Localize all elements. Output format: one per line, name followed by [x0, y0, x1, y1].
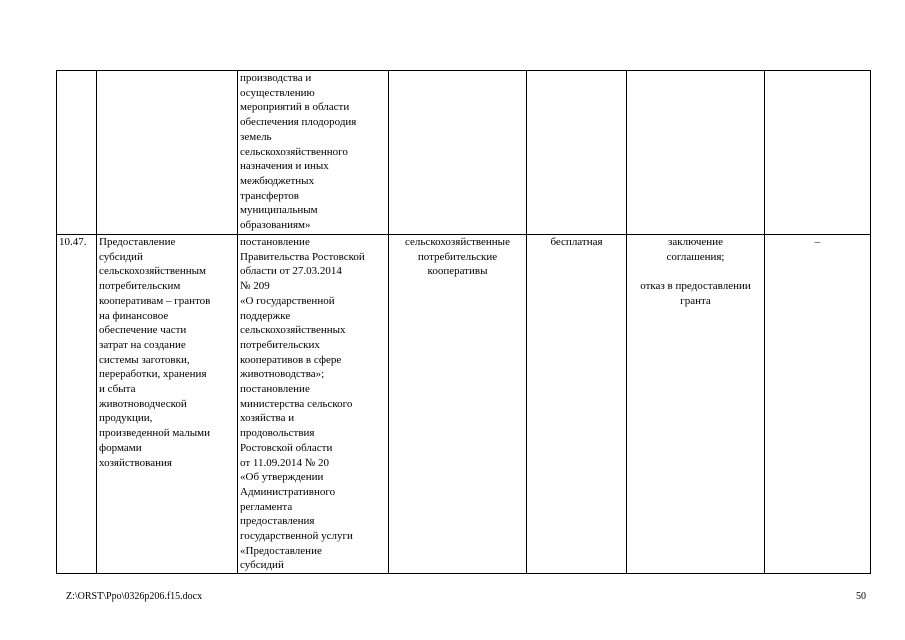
extra-cell — [765, 71, 871, 235]
legal-basis-cell: постановление Правительства Ростовской области от 27.03.2014 № 209 «О государственной поддержке сельскохозяйственных потребительских кооперативов в сфере животноводства»; постановление министерства сельского хозяйства и продовольствия Ростовской области от 11.09.2014 № 20 «Об утверждении Административного регламента предоставления государственной услуги «Предоставление субсидий — [238, 235, 389, 574]
row-number-cell: 10.47. — [57, 235, 97, 574]
recipients-cell — [389, 71, 527, 235]
extra-cell: – — [765, 235, 871, 574]
table-row — [57, 235, 871, 574]
service-name-cell — [97, 71, 238, 235]
result-cell — [627, 71, 765, 235]
legal-basis-cell: производства и осуществлению мероприятий в области обеспечения плодородия земель сельскохозяйственного назначения и иных межбюджетных трансфертов муниципальным образованиям» — [238, 71, 389, 235]
page-number: 50 — [856, 591, 866, 602]
table-row — [57, 71, 871, 235]
payment-cell — [527, 71, 627, 235]
footer-file-path: Z:\ORST\Ppo\0326p206.f15.docx — [66, 591, 203, 602]
row-number-cell — [57, 71, 97, 235]
service-name-cell: Предоставление субсидий сельскохозяйственным потребительским кооперативам – грантов на финансовое обеспечение части затрат на создание системы заготовки, переработки, хранения и сбыта животноводческой продукции, произведенной малыми формами хозяйствования — [97, 235, 238, 574]
services-table — [56, 70, 871, 574]
payment-cell: бесплатная — [527, 235, 627, 574]
result-cell: заключение соглашения; отказ в предоставлении гранта — [627, 235, 765, 574]
recipients-cell: сельскохозяйственные потребительские кооперативы — [389, 235, 527, 574]
